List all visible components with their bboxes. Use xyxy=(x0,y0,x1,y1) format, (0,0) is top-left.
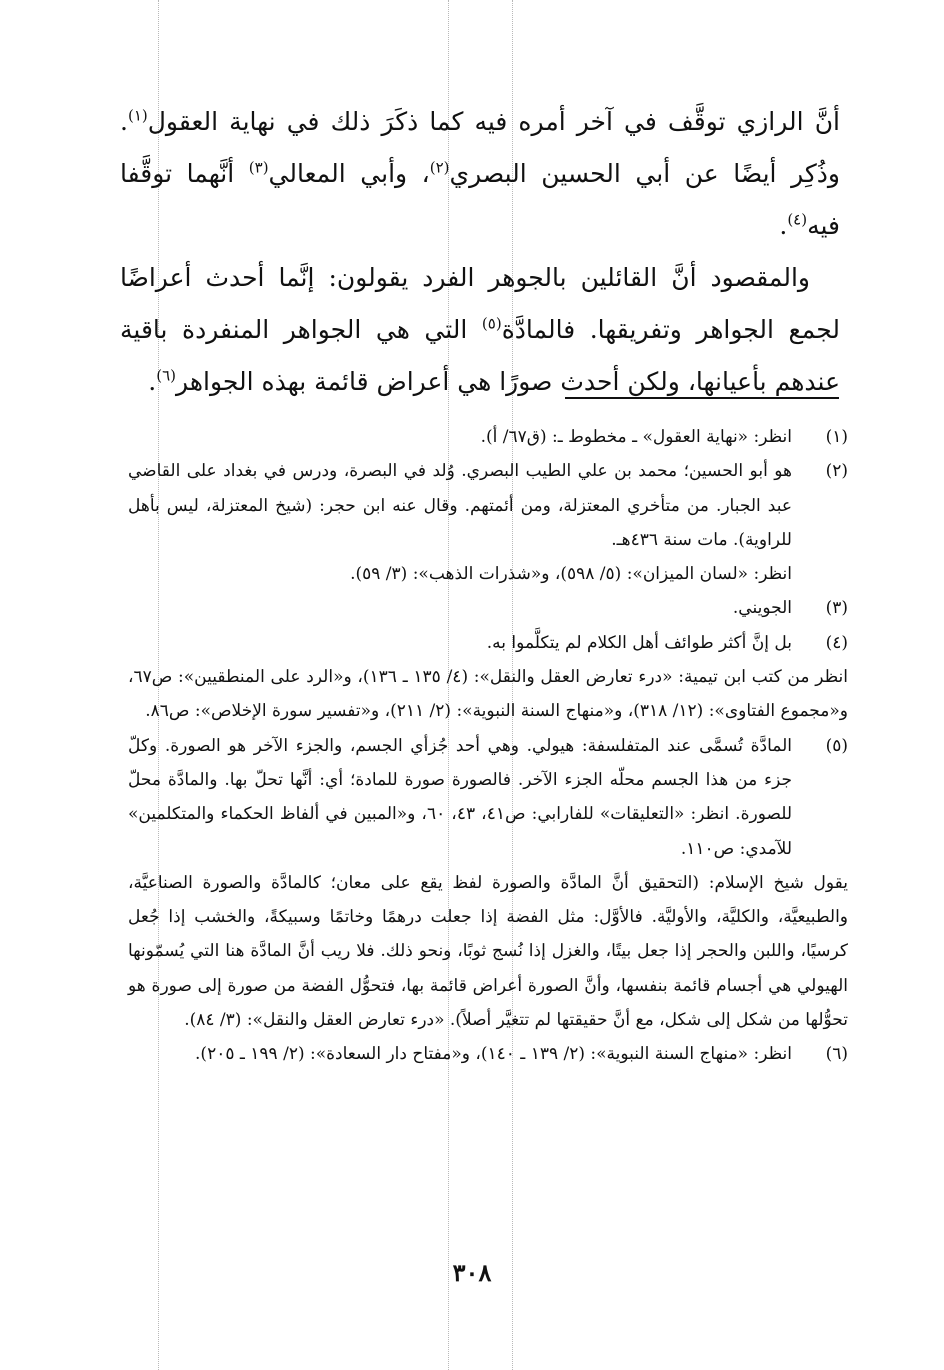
footnote-number: (٢) xyxy=(825,461,848,482)
footnote-ref[interactable]: (٤) xyxy=(787,210,808,229)
footnote-ref[interactable]: (٢) xyxy=(429,158,450,177)
footnote-text: الجويني. xyxy=(732,598,792,619)
footnote xyxy=(128,626,848,660)
paragraph: أنَّ الرازي توقَّف في آخر أمره فيه كما ذكَرَ ذلك في نهاية العقول$^{(١)}$. وذُكِر أيضًا عن أبي الحسين البصري$^{(٢)}$، وأبي المعالي$^{(٣)}$ أنَّهما توقَّفا فيه$^{(٤)}$. xyxy=(120,106,840,240)
footnote-number: (٣) xyxy=(825,598,848,619)
paragraph: والمقصود أنَّ القائلين بالجوهر الفرد يقولون: إنَّما أحدث أعراضًا لجمع الجواهر وتفريقها. فالمادَّة$^{(٥)}$ التي هي الجواهر المنفردة باقية عندهم بأعيانها، ولكن أحدث صورًا هي أعراض قائمة بهذه الجواهر$^{(٦)}$. xyxy=(120,263,840,396)
footnote-ref[interactable]: (٦) xyxy=(156,366,177,385)
footnote-text: انظر: «نهاية العقول» ـ مخطوط ـ: (ق٦٧/ أ). xyxy=(480,427,792,447)
footnote-text: المادَّة تُسمَّى عند المتفلسفة: هيولي. وهي أحد جُزأي الجسم، والجزء الآخر هو الصورة. وكلّ جزء من هذا الجسم محلّه الجزء الآخر. فالصورة صورة للمادة؛ أي: أنَّها تحلّ بها. والمادَّة محلّ للصورة. انظر: «التعليقات» للفارابي: ص٤١، ٤٣، ٦٠، و«المبين في ألفاظ الحكماء والمتكلمين» للآمدي: ص١١٠. xyxy=(128,735,793,859)
footnote xyxy=(128,454,848,591)
footnote-ref[interactable]: (٥) xyxy=(481,314,502,333)
footnotes xyxy=(128,420,848,1072)
footnote xyxy=(128,1037,848,1071)
footnote-continuation: يقول شيخ الإسلام: (التحقيق أنَّ المادَّة والصورة لفظ يقع على معان؛ كالمادَّة والصورة الصناعيَّة، والطبيعيَّة، والكليَّة، والأوليَّة. فالأوَّل: مثل الفضة إذا جعلت درهمًا وخاتمًا وسبيكةً، والخشب إذا جُعل كرسيًا، واللبن والحجر إذا جعل بيتًا، والغزل إذا نُسج ثوبًا، ونحو ذلك. فلا ريب أنَّ المادَّة هنا التي يُسمّونها الهيولي هي أجسام قائمة بنفسها، وأنَّ الصورة أعراض قائمة بها، فتحوُّل الفضة من صورة إلى صورة هو تحوُّلها من شكل إلى شكل، مع أنَّ حقيقتها لم تتغيَّر أصلاً). «درء تعارض العقل والنقل»: (٣/ ٨٤). xyxy=(128,872,848,1031)
footnote-text: بل إنَّ أكثر طوائف أهل الكلام لم يتكلَّموا به. xyxy=(486,632,792,653)
footnote xyxy=(128,591,848,625)
footnote-text: هو أبو الحسين؛ محمد بن علي الطيب البصري. وُلد في البصرة، ودرس في بغداد على القاضي عبد الجبار. من متأخري المعتزلة، ومن أئمتهم. وقال عنه ابن حجر: (شيخ المعتزلة، ليس بأهل للراوية). مات سنة ٤٣٦هـ. xyxy=(128,461,792,550)
footnote-separator xyxy=(565,397,839,399)
page-number: ٣٠٨ xyxy=(452,1258,492,1287)
footnote xyxy=(128,729,848,866)
footnote-number: (٤) xyxy=(825,632,848,653)
footnote-number: (٥) xyxy=(825,735,848,756)
footnote-ref[interactable]: (٣) xyxy=(248,158,269,177)
footnote-continuation: انظر من كتب ابن تيمية: «درء تعارض العقل والنقل»: (٤/ ١٣٥ ـ ١٣٦)، و«الرد على المنطقيين»: ص٦٧، و«مجموع الفتاوى»: (١٢/ ٣١٨)، و«منهاج السنة النبوية»: (٢/ ٢١١)، و«تفسير سورة الإخلاص»: ص٨٦. xyxy=(128,667,848,722)
footnote xyxy=(128,420,848,454)
footnote-number: (١) xyxy=(825,427,848,447)
footnote-text: انظر: «لسان الميزان»: (٥/ ٥٩٨)، و«شذرات الذهب»: (٣/ ٥٩). xyxy=(350,564,792,585)
footnote-ref[interactable]: (١) xyxy=(127,106,148,125)
footnote-number: (٦) xyxy=(825,1044,848,1065)
footnote-text: انظر: «منهاج السنة النبوية»: (٢/ ١٣٩ ـ ١٤٠)، و«مفتاح دار السعادة»: (٢/ ١٩٩ ـ ٢٠٥). xyxy=(195,1044,792,1065)
main-text xyxy=(120,96,840,408)
